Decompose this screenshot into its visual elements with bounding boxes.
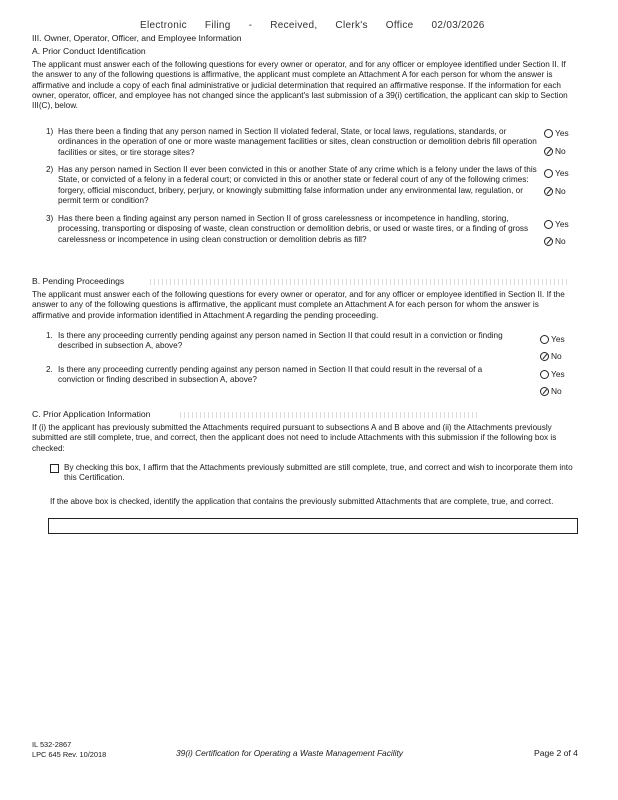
option-label: No [555,146,566,156]
stamp-part: 02/03/2026 [431,20,485,31]
stamp-part: Electronic [140,20,187,31]
radio-icon[interactable] [544,129,553,138]
question-a1 [46,127,538,158]
b2-yes-option[interactable] [540,369,565,379]
radio-checked-icon[interactable] [540,352,549,361]
radio-checked-icon[interactable] [544,147,553,156]
radio-icon[interactable] [544,169,553,178]
question-number: 1. [46,331,53,340]
question-number: 3) [46,214,54,223]
scan-noise [150,279,570,285]
a2-yes-option[interactable] [544,168,569,178]
stamp-part: Office [385,20,414,31]
option-label: Yes [555,168,569,178]
section-a-heading: A. Prior Conduct Identification [32,46,146,56]
question-text: Has any person named in Section II ever been convicted in this or another State of any crime which is a felony under the laws of this State, or convicted of a felony in a federal court; or convicted in this or another state or federal court of any of the following crimes: forgery, official misconduct, bribery, perjury, or knowingly submitting false information under any environmental law, regulation, or permit term or condition? [58,165,537,205]
b1-no-option[interactable] [540,351,562,361]
radio-icon[interactable] [540,335,549,344]
section-c-intro: If (i) the applicant has previously submitted the Attachments required pursuant to subsections A and B above and (ii) the Attachments previously submitted are still complete, true, and correct, then the applicant does not need to include Attachments with this submission if the following box is checked: [32,423,557,453]
question-text: Has there been a finding that any person named in Section II violated federal, State, or local laws, regulations, standards, or ordinances in the operation of one or more waste management facilities or sites, clean construction or demolition debris fill operation facilities or sites, or tire storage sites? [58,127,537,157]
question-text: Is there any proceeding currently pending against any person named in Section II that could result in the reversal of a conviction or finding described in subsection A, above? [58,365,483,385]
a2-no-option[interactable] [544,186,566,196]
radio-icon[interactable] [540,370,549,379]
question-b1 [46,331,518,352]
scan-noise [180,412,480,418]
option-label: Yes [551,334,565,344]
option-label: No [551,351,562,361]
a1-yes-option[interactable] [544,128,569,138]
a3-no-option[interactable] [544,236,566,246]
option-label: No [551,386,562,396]
filing-stamp [140,20,503,31]
footer-form-number: LPC 645 Rev. 10/2018 [32,750,107,759]
section-b-heading: B. Pending Proceedings [32,276,125,286]
question-text: Is there any proceeding currently pending against any person named in Section II that could result in a conviction or finding described in subsection A, above? [58,331,503,351]
section-b-intro: The applicant must answer each of the following questions for every owner or operator, and for any officer or employee identified in Section II. If the answer to any of the following questions is affirmative, the applicant must complete an Attachment A for each person for whom the answer is affirmative and provide information identified in Attachment A regarding the pending proceeding. [32,290,565,320]
stamp-part: Received, [270,20,318,31]
question-text: Has there been a finding against any person named in Section II of gross carelessness or incompetence in handling, storing, processing, transporting or disposing of waste, clean construction or demolition debris, or used or waste tires, or a finding of gross carelessness or incompetence in using clean construction or demolition debris as fill? [58,214,529,244]
a1-no-option[interactable] [544,146,566,156]
option-label: Yes [551,369,565,379]
radio-checked-icon[interactable] [540,387,549,396]
radio-checked-icon[interactable] [544,237,553,246]
question-a2 [46,165,538,206]
section-c-heading: C. Prior Application Information [32,409,151,419]
stamp-part: Filing [204,20,231,31]
option-label: No [555,186,566,196]
page-number: Page 2 of 4 [534,748,578,758]
option-label: Yes [555,128,569,138]
b2-no-option[interactable] [540,386,562,396]
identify-application-field[interactable] [48,518,578,534]
question-number: 2. [46,365,53,374]
radio-icon[interactable] [544,220,553,229]
footer-title: 39(i) Certification for Operating a Waste Management Facility [176,748,403,758]
question-number: 1) [46,127,54,136]
prior-attachments-checkbox[interactable] [50,464,59,473]
stamp-part: Clerk's [335,20,368,31]
section-a-intro: The applicant must answer each of the following questions for every owner or operator, and for any officer or employee identified under Section II. If the answer to any of the following questions is affirmative, the applicant must complete an Attachment A for each person for whom the answer is affirmative and include a copy of each final administrative or judicial determination that required an affirmative response. If the information for each owner, operator, officer, and employee has not changed since the applicant's last submission of a 39(i) certification, the applicant can skip to Section III(C), below. [32,60,568,111]
section-title: III. Owner, Operator, Officer, and Employee Information [32,33,242,43]
option-label: Yes [555,219,569,229]
question-a3 [46,214,538,245]
b1-yes-option[interactable] [540,334,565,344]
a3-yes-option[interactable] [544,219,569,229]
radio-checked-icon[interactable] [544,187,553,196]
footer-id: IL 532-2867 [32,740,72,749]
question-number: 2) [46,165,54,174]
checkbox-label: By checking this box, I affirm that the Attachments previously submitted are still complete, true, and correct and wish to incorporate them into this Certification. [64,463,573,483]
option-label: No [555,236,566,246]
stamp-part: - [248,20,253,31]
identify-application-value [49,521,53,530]
identify-instructions: If the above box is checked, identify the application that contains the previously submitted Attachments that are complete, true, and correct. [50,497,554,506]
question-b2 [46,365,518,386]
